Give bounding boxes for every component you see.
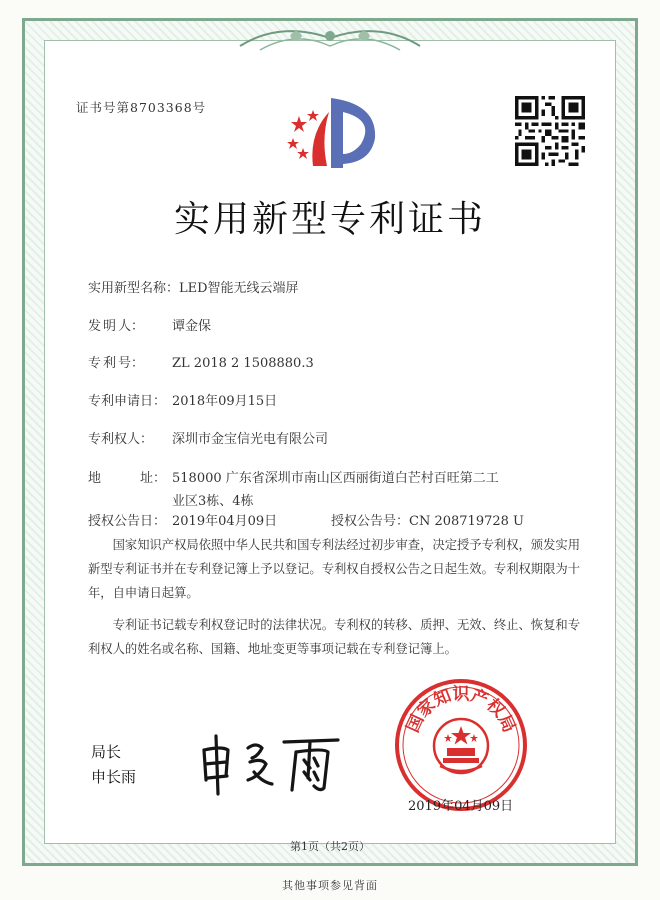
cnipa-logo (283, 94, 378, 172)
inventor-label-char: 明 (102, 319, 116, 334)
patent-number-row (88, 352, 314, 371)
address-value-line2: 业区3栋、4栋 (172, 494, 254, 509)
patent-number-label-char: 利 (102, 356, 116, 371)
grant-date-value: 2019年04月09日 (172, 514, 278, 529)
grant-number-label: 授权公告号： (331, 514, 410, 529)
certificate-title: 实用新型专利证书 (173, 199, 486, 240)
director-signature (196, 728, 346, 798)
seal-date: 2019年04月09日 (408, 799, 514, 814)
inventor-label (88, 315, 172, 334)
inventor-value: 谭金保 (172, 319, 212, 334)
patent-number-label (88, 352, 172, 371)
body-paragraph-1: 国家知识产权局依照中华人民共和国专利法经过初步审查，决定授予专利权，颁发实用新型专利证书并在专利登记簿上予以登记。专利权自授权公告之日起生效。专利权期限为十年，自申请日起算。 (88, 538, 580, 600)
body-paragraph-2: 专利证书记载专利权登记时的法律状况。专利权的转移、质押、无效、终止、恢复和专利权人的姓名或名称、国籍、地址变更等事项记载在专利登记簿上。 (88, 618, 580, 656)
patent-number-value: ZL 2018 2 1508880.3 (172, 356, 314, 371)
inventor-label-char: 人： (117, 319, 144, 334)
grant-number-field (331, 510, 524, 529)
grant-number-value: CN 208719728 U (409, 514, 524, 529)
patent-number-label-char: 号： (117, 356, 144, 371)
director-name: 申长雨 (91, 768, 137, 786)
application-date-value: 2018年09月15日 (172, 394, 278, 409)
director-title: 局长 (91, 743, 122, 761)
address-value-line1: 518000 广东省深圳市南山区西丽街道白芒村百旺第二工 (172, 471, 499, 486)
patentee-row (88, 428, 328, 447)
address-label: 地 址： (88, 471, 167, 486)
name-label: 实用新型名称： (88, 281, 180, 296)
patentee-label: 专利权人： (88, 432, 154, 447)
page-number: 第1页（共2页） (290, 840, 370, 853)
patentee-value: 深圳市金宝信光电有限公司 (172, 432, 329, 447)
utility-model-name-row (88, 277, 299, 296)
patent-number-label-char: 专 (88, 356, 102, 371)
grant-date-label: 授权公告日： (88, 514, 167, 529)
inventor-row (88, 315, 211, 334)
official-seal (392, 676, 530, 814)
footer-note: 其他事项参见背面 (282, 879, 378, 892)
application-date-row (88, 390, 277, 409)
grant-date-row (88, 510, 277, 529)
address-row (88, 467, 499, 486)
application-date-label: 专利申请日： (88, 394, 167, 409)
name-value: LED智能无线云端屏 (179, 281, 299, 296)
inventor-label-char: 发 (88, 319, 102, 334)
qr-code (515, 96, 585, 166)
certificate-number: 证书号第8703368号 (76, 100, 207, 115)
seal-text: 国家知识产权局 (402, 684, 520, 736)
top-ornament (230, 16, 430, 60)
